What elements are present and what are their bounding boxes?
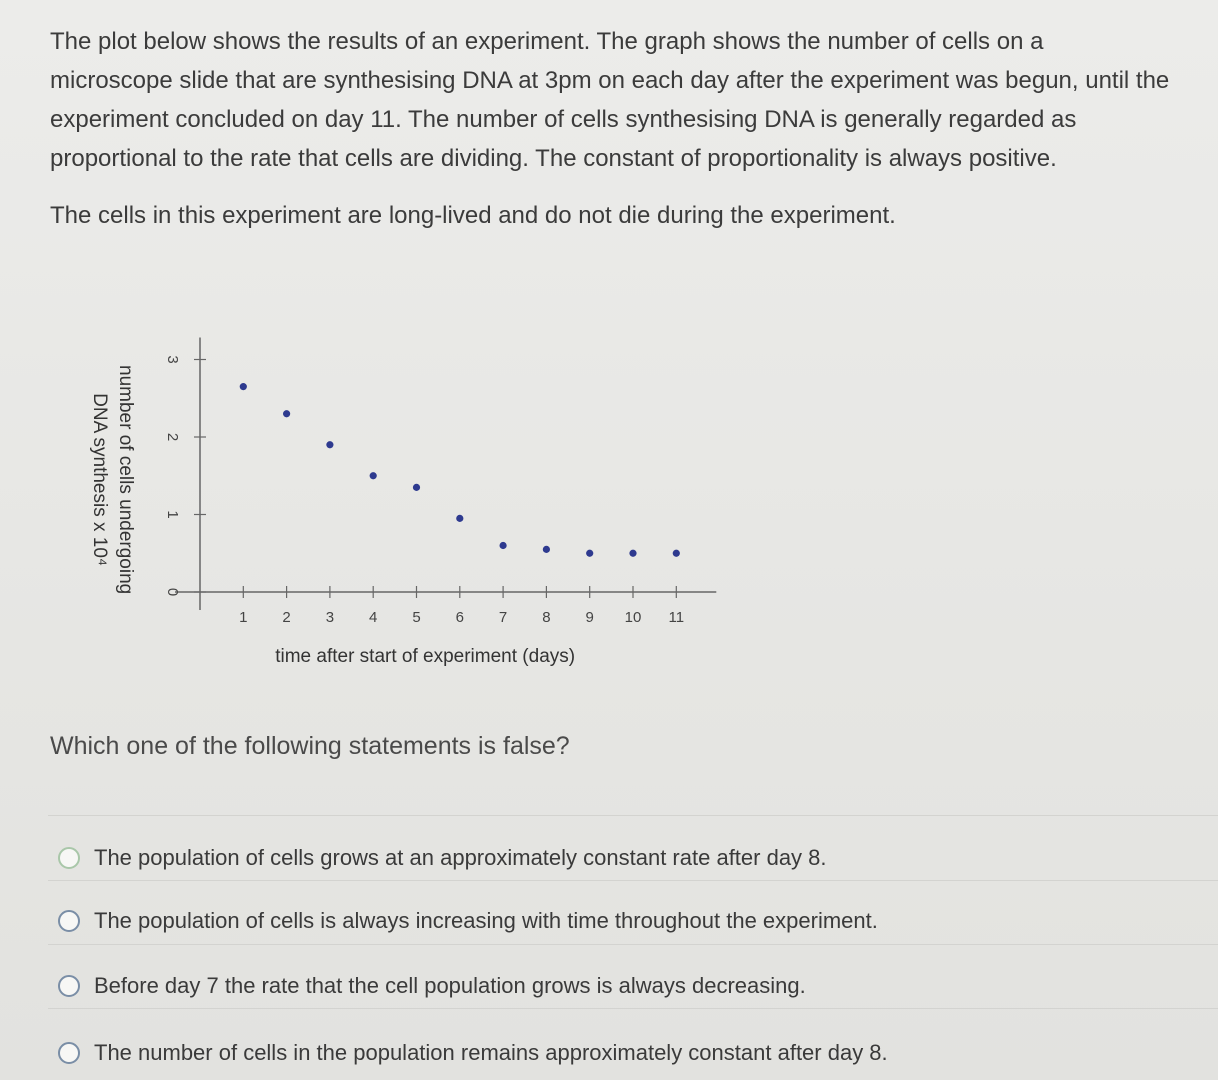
divider: [48, 944, 1218, 945]
radio-button[interactable]: [58, 1042, 80, 1064]
x-tick-label: 6: [455, 609, 464, 626]
question-prompt: Which one of the following statements is false?: [50, 732, 570, 760]
radio-button[interactable]: [58, 847, 80, 869]
data-point: [673, 550, 680, 557]
x-tick-label: 5: [412, 609, 421, 626]
option-4[interactable]: [58, 1040, 888, 1066]
chart-points: [240, 383, 680, 557]
y-axis-title-line-1: number of cells undergoing: [115, 365, 136, 595]
question-paragraph-2: The cells in this experiment are long-lived and do not die during the experiment.: [50, 202, 896, 229]
option-label: The population of cells is always increasing with time throughout the experiment.: [94, 908, 878, 933]
y-tick-label: 0: [164, 587, 182, 597]
x-tick-label: 3: [325, 609, 335, 626]
data-point: [413, 484, 420, 491]
radio-button[interactable]: [58, 975, 80, 997]
x-axis-title: time after start of experiment (days): [275, 646, 576, 667]
x-tick-label: 10: [624, 609, 642, 626]
x-tick-label: 2: [282, 609, 291, 626]
option-3[interactable]: [58, 973, 806, 999]
option-label: Before day 7 the rate that the cell population grows is always decreasing.: [94, 973, 806, 998]
scatter-chart: [80, 330, 740, 680]
radio-button[interactable]: [58, 910, 80, 932]
divider: [48, 815, 1218, 816]
data-point: [586, 550, 593, 557]
question-text: [50, 22, 1170, 235]
data-point: [370, 472, 377, 479]
option-label: The number of cells in the population remains approximately constant after day 8.: [94, 1040, 888, 1065]
data-point: [283, 410, 290, 417]
divider: [48, 1008, 1218, 1009]
data-point: [500, 542, 507, 549]
question-paragraph-1: The plot below shows the results of an experiment. The graph shows the number of cells on a microscope slide that are synthesising DNA at 3pm on each day after the experiment was begun, until the experiment concluded on day 11. The number of cells synthesising DNA is generally regarded as proportional to the rate that cells are dividing. The constant of proportionality is always positive.: [50, 28, 1170, 172]
data-point: [326, 441, 333, 448]
divider: [48, 880, 1218, 881]
data-point: [629, 550, 636, 557]
y-tick-label: 1: [164, 510, 182, 519]
option-2[interactable]: [58, 908, 878, 934]
data-point: [543, 546, 550, 553]
chart-svg: [80, 330, 740, 680]
y-tick-label: 2: [164, 432, 182, 442]
y-axis-title-line-2: DNA synthesis x 10⁴: [89, 393, 110, 567]
chart-axes: [164, 338, 716, 627]
y-tick-label: 3: [164, 355, 182, 364]
x-tick-label: 4: [369, 609, 378, 626]
x-tick-label: 8: [542, 609, 551, 626]
option-label: The population of cells grows at an approximately constant rate after day 8.: [94, 845, 827, 870]
data-point: [456, 515, 463, 522]
x-tick-label: 11: [668, 609, 685, 626]
x-tick-label: 7: [498, 609, 508, 626]
x-tick-label: 9: [585, 609, 594, 626]
data-point: [240, 383, 247, 390]
option-1[interactable]: [58, 845, 827, 871]
x-tick-label: 1: [239, 609, 248, 626]
